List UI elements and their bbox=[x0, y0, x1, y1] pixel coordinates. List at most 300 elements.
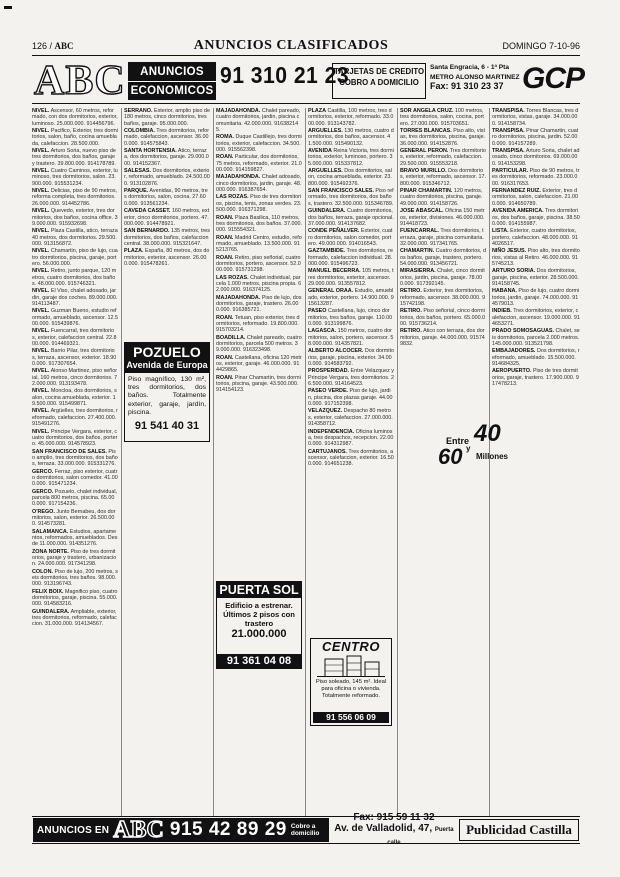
ad-text: Ascensor, 60 metros, reformado, con dos dormitorios, exterior, luminoso. 25.000.000. 914456796. bbox=[32, 108, 118, 127]
classified-ad bbox=[400, 248, 486, 267]
classified-ad bbox=[124, 128, 210, 147]
ad-text: Oficina 150 metros, exterior, divisiones. 46.000.000. 914418723. bbox=[400, 208, 485, 227]
ad-lead: GAZTAMBIDE. bbox=[308, 248, 346, 255]
ad-lead: NIVEL. bbox=[32, 208, 50, 215]
ad-lead: GERCO. bbox=[32, 488, 54, 495]
classifieds-banner bbox=[32, 58, 585, 104]
ad-lead: FUENCARRAL. bbox=[400, 228, 439, 235]
classified-ad bbox=[124, 228, 210, 247]
ad-text: Delicias, piso de 90 metros, reforma completa, tres dormitorios. 26.000.000. 914452786. bbox=[32, 188, 118, 207]
ad-text: Moncloa, dos dormitorios, salon, cocina amueblada, exterior. 19.500.000. 915499871. bbox=[32, 388, 117, 408]
ad-lead: SANTA HORTENSIA. bbox=[124, 148, 177, 155]
publicidad-castilla-logo: Publicidad Castilla bbox=[459, 819, 579, 841]
ad-text: Piso reformado, tres dormitorios, dos baños, trastero. 32.500.000. 915346789. bbox=[308, 188, 394, 207]
ad-lead: COLON. bbox=[32, 568, 53, 575]
ad-lead: ARGUELLES. bbox=[308, 168, 343, 175]
ad-lead: PASEO VERDE. bbox=[308, 388, 349, 395]
ad-text: Despacho 80 metros, exterior, calefaccion. 27.000.000. 914358712. bbox=[308, 408, 393, 428]
ad-text: Arturo Soria, chalet adosado, cinco dormitorios. 69.000.000. 914153298. bbox=[492, 148, 580, 167]
classified-ad bbox=[32, 148, 118, 167]
ad-text: Retiro, junto parque, 120 metros, cuatro dormitorios, dos baños. 48.000.000. 915746321. bbox=[32, 268, 117, 287]
ad-text: Tres dormitorios, reformado, calefaccion individual. 28.000.000. 915496723. bbox=[308, 248, 393, 267]
ad-lead: SAN FRANCISCO SALES. bbox=[308, 188, 374, 195]
ad-text: Exterior, cuatro dormitorios, salon comedor, portero. 49.000.000. 914016543. bbox=[308, 228, 393, 247]
ad-lead: NIVEL. bbox=[32, 348, 50, 355]
footer-abc-contact: ANUNCIOS EN ABC 915 42 89 29 Cobro a domicilio bbox=[33, 818, 329, 842]
classified-ad bbox=[32, 408, 118, 427]
ad-text: Exterior, amplio piso de 180 metros, cinco dormitorios, tres baños, garaje. 95.000.000. bbox=[124, 108, 210, 127]
classified-ad bbox=[492, 288, 580, 307]
classified-ad bbox=[492, 108, 580, 127]
pozuelo-phone[interactable]: 91 541 40 31 bbox=[134, 420, 200, 433]
classified-ad bbox=[492, 368, 580, 387]
centro-phone[interactable]: 91 556 06 09 bbox=[313, 712, 389, 723]
ad-lead: NIÑO JESUS. bbox=[492, 248, 527, 255]
ad-lead: CONDE PEÑALVER. bbox=[308, 228, 360, 235]
classified-ad bbox=[124, 248, 210, 267]
classified-ad bbox=[216, 335, 302, 354]
classified-ad bbox=[32, 108, 118, 127]
ad-lead: O'REGO. bbox=[32, 508, 55, 515]
ad-text: Dos dormitorios, garaje, piscina, exterior. 28.500.000. 914158745. bbox=[492, 268, 579, 287]
ad-text: Piso alto, vistas, tres dormitorios, piscina, garaje. 36.000.000. 914152876. bbox=[400, 128, 486, 147]
ad-lead: RETIRO. bbox=[400, 328, 422, 335]
classified-ad bbox=[32, 509, 118, 528]
ad-text: Oficina luminosa, tres despachos, recepcion. 22.000.000. 914312987. bbox=[308, 428, 394, 448]
ad-lead: LISTA. bbox=[492, 228, 509, 235]
classified-ad bbox=[492, 208, 580, 227]
ad-text: Chalet, seis dormitorios, parcela 2.000 metros. 145.000.000. 913521798. bbox=[492, 328, 580, 348]
page-number: 126 / ABC bbox=[32, 41, 74, 51]
ad-text: Principe Vergara, exterior, cuatro dormitorios, dos baños, portero. 45.000.000. 914578923. bbox=[32, 428, 118, 448]
banner-address: Santa Engracia, 6 - 1ª Pta METRO ALONSO MARTINEZ Fax: 91 310 23 37 bbox=[430, 64, 520, 91]
ad-lead: PARTICULAR. bbox=[492, 168, 529, 175]
ad-lead: COLOMBIA. bbox=[124, 128, 155, 135]
ad-lead: NIVEL. bbox=[32, 128, 50, 135]
ad-text: 120 metros, cuatro dormitorios, piscina, garaje. 49.000.000. 914158726. bbox=[400, 188, 483, 207]
ad-text: Piso de lujo, cuatro dormitorios, jardin, garaje. 74.000.000. 914579013. bbox=[492, 288, 580, 307]
classified-ad bbox=[400, 168, 486, 187]
classified-ad bbox=[32, 268, 118, 287]
ad-lead: PARQUE. bbox=[124, 188, 149, 195]
ad-text: El Viso, chalet adosado, jardin, garaje dos coches. 89.000.000. 914113487. bbox=[32, 288, 118, 307]
ad-text: Exterior, tres dormitorios, reformado, ascensor. 38.000.000. 915742198. bbox=[400, 288, 486, 307]
ad-lead: VELAZQUEZ. bbox=[308, 408, 343, 415]
puerta-sol-phone[interactable]: 91 361 04 08 bbox=[217, 654, 301, 668]
classified-ad bbox=[216, 194, 302, 213]
column-divider bbox=[305, 108, 306, 816]
ad-lead: TRANSPISA. bbox=[492, 128, 525, 135]
ad-lead: GUINDALERA. bbox=[32, 608, 70, 615]
classified-ad bbox=[32, 288, 118, 307]
ad-text: Tres dormitorios, reformado, calefaccion, ascensor. 36.000.000. 914575843. bbox=[124, 128, 210, 147]
ad-text: Pinar Chamartin, cuatro dormitorios, piscina, jardin. 52.000.000. 914157289. bbox=[492, 128, 579, 147]
classified-ad bbox=[32, 188, 118, 207]
classified-ad bbox=[308, 449, 394, 468]
abc-logo: ABC bbox=[34, 58, 126, 104]
ad-text: Pinar Chamartin, tres dormitorios, piscina, garaje. 43.500.000. 914154123. bbox=[216, 374, 301, 394]
classified-ad bbox=[216, 174, 302, 193]
ad-text: Estudio, amueblado, exterior, portero. 14.900.000. 915613287. bbox=[308, 288, 394, 307]
ad-lead: PLAZA. bbox=[124, 248, 144, 255]
classified-ad bbox=[32, 429, 118, 448]
ad-text: Dos dormitorios, reformado, amueblado. 15.500.000. 914684325. bbox=[492, 348, 580, 368]
ad-lead: NIVEL. bbox=[32, 408, 50, 415]
ad-lead: INDIEB. bbox=[492, 308, 512, 315]
classified-ad bbox=[216, 235, 302, 254]
classified-ad bbox=[400, 188, 486, 207]
classified-ad bbox=[400, 128, 486, 147]
classified-ad bbox=[308, 328, 394, 347]
classified-ad bbox=[32, 308, 118, 327]
ad-lead: ZONA NORTE. bbox=[32, 548, 69, 555]
ad-text: Chalet individual, parcela 1.000 metros, piscina propia. 62.000.000. 916374125. bbox=[216, 274, 302, 294]
banner-phone[interactable]: 91 310 21 23 bbox=[220, 62, 350, 88]
classified-ad bbox=[308, 388, 394, 407]
centro-ad: CENTRO Piso soleado, 145 m². Ideal para oficina o vivienda. Totalmente reformado. 91 556 06 09 bbox=[310, 638, 392, 726]
ad-lead: ROAN. bbox=[216, 374, 234, 381]
ad-text: Tres dormitorios, terraza, garaje, piscina comunitaria. 32.000.000. 917341765. bbox=[400, 228, 484, 247]
ad-lead: NIVEL. bbox=[32, 428, 50, 435]
classified-ad bbox=[216, 134, 302, 153]
ad-lead: CAVEDA CASSET. bbox=[124, 208, 171, 215]
classified-column-3 bbox=[216, 108, 302, 816]
ad-lead: NIVEL. bbox=[32, 248, 50, 255]
ad-text: Entre Velazquez y Principe Vergara, tres dormitorios. 26.500.000. 914164523. bbox=[308, 368, 394, 388]
ad-text: Estudios, apartamentos, reformados, amueblados. Desde 11.000.000. 914351276. bbox=[32, 528, 118, 548]
classified-ad bbox=[400, 268, 486, 287]
classified-ad bbox=[492, 328, 580, 347]
ad-text: Cuatro Caminos, exterior, luminoso, tres dormitorios, salon. 23.900.000. 915531234. bbox=[32, 168, 118, 187]
ad-lead: NIVEL. bbox=[32, 108, 50, 114]
ad-text: Torres Blancas, tres dormitorios, vistas, garaje. 34.000.000. 914158734. bbox=[492, 108, 579, 127]
credit-card-box: TARJETAS DE CREDITO COBRO A DOMICILIO bbox=[332, 63, 426, 99]
ad-lead: ROAN. bbox=[216, 214, 234, 221]
footer-abc-logo: ABC bbox=[113, 816, 164, 843]
classified-ad bbox=[216, 275, 302, 294]
ad-lead: HABANA. bbox=[492, 288, 517, 295]
ad-text: Dos dormitorios, garaje, piscina, exterior. 34.000.000. 914583792. bbox=[308, 348, 394, 368]
ad-lead: SERRANO. bbox=[124, 108, 153, 114]
classified-ad bbox=[308, 248, 394, 267]
ad-text: Dos dormitorios, salon, cocina amueblada, exterior. 23.800.000. 915492376. bbox=[308, 168, 392, 187]
ad-lead: ROMA. bbox=[216, 134, 234, 141]
ad-lead: ROAN. bbox=[216, 234, 234, 241]
ad-text: Chamartin, piso de lujo, cuatro dormitorios, piscina, garaje, portero. 56.000.000. bbox=[32, 248, 118, 267]
classified-ad bbox=[308, 308, 394, 327]
classified-ad bbox=[400, 308, 486, 327]
classified-ad bbox=[32, 128, 118, 147]
ad-text: Piso de lujo, jardin, piscina, dos plazas garaje. 44.000.000. 917152398. bbox=[308, 388, 393, 408]
classified-ad bbox=[308, 268, 394, 287]
ad-text: Alonso Martinez, piso señorial, 160 metros, cinco dormitorios. 72.000.000. 913193478. bbox=[32, 368, 118, 388]
ad-text: Dos dormitorios, exterior, reformado, ascensor. 17.800.000. 915346712. bbox=[400, 168, 486, 187]
ad-lead: NIVEL. bbox=[32, 148, 50, 155]
anuncios-economicos-box: ANUNCIOS ECONOMICOS bbox=[128, 62, 216, 100]
building-icon bbox=[317, 655, 387, 677]
column-divider bbox=[213, 108, 214, 816]
ad-lead: NIVEL. bbox=[32, 188, 50, 195]
classified-ad bbox=[124, 168, 210, 187]
pozuelo-ad: POZUELO Avenida de Europa Piso magnífico, 130 m², tres dormitorios, dos baños. Totalmente exterior, garaje, jardín, piscina. 91 541 40 31 bbox=[124, 342, 210, 442]
classified-ad bbox=[32, 549, 118, 568]
ad-text: Piso de tres dormitorios, piscina, tenis, zonas verdes. 23.500.000. 916371298. bbox=[216, 194, 302, 214]
column-divider bbox=[397, 108, 398, 816]
ad-text: Ferraz, piso exterior, cuatro dormitorios, salon comedor. 41.000.000. 915471234. bbox=[32, 468, 118, 488]
footer-banner bbox=[32, 811, 580, 846]
classified-ad bbox=[308, 208, 394, 227]
classified-ad bbox=[308, 168, 394, 187]
ad-text: Junto Bernabeu, dos dormitorios, salon, exterior. 26.500.000. 914573281. bbox=[32, 508, 116, 528]
classified-ad bbox=[308, 408, 394, 427]
classified-ad bbox=[32, 208, 118, 227]
ad-text: Argüelles, tres dormitorios, reformado, calefaccion. 27.400.000. 915491276. bbox=[32, 408, 118, 428]
ad-lead: TORRES BLANCAS. bbox=[400, 128, 452, 135]
classified-ad bbox=[492, 228, 580, 247]
ad-lead: SALESAS. bbox=[124, 168, 151, 175]
ad-lead: PRADO SOMOSAGUAS. bbox=[492, 328, 554, 335]
classified-ad bbox=[124, 208, 210, 227]
ad-lead: PROSPERIDAD. bbox=[308, 368, 350, 375]
ad-text: Arturo Soria, nuevo piso de tres dormitorios, dos baños, garaje y trastero. 39.800.000. 914178789. bbox=[32, 148, 116, 167]
ad-text: Avenidas, 90 metros, tres dormitorios, salon, cocina. 27.600.000. 913561234. bbox=[124, 188, 208, 207]
ad-text: Tres dormitorios, ascensor, calefaccion, exterior. 16.500.000. 914651238. bbox=[308, 448, 394, 468]
ad-lead: ROAN. bbox=[216, 154, 234, 161]
classified-ad bbox=[124, 188, 210, 207]
building-illustration bbox=[317, 655, 385, 677]
ad-lead: ALBERTO ALCOCER. bbox=[308, 348, 364, 355]
classified-ad bbox=[32, 228, 118, 247]
ad-lead: NIVEL. bbox=[32, 388, 50, 395]
section-title: ANUNCIOS CLASIFICADOS bbox=[193, 38, 389, 53]
ad-text: 160 metros, exterior, cinco dormitorios, portero. 47.000.000. 914478921. bbox=[124, 208, 210, 227]
classified-ad bbox=[216, 108, 302, 133]
ad-text: Particular, dos dormitorios, 75 metros, reformado, exterior. 21.000.000. 914159827. bbox=[216, 154, 302, 174]
ad-text: Quevedo, exterior, tres dormitorios, dos baños, cocina office. 39.000.000. 915932698. bbox=[32, 208, 118, 227]
ad-text: Guzman Bueno, estudio reformado, amueblado, ascensor. 12.500.000. 915439876. bbox=[32, 308, 118, 327]
ad-text: Piso de lujo, dos dormitorios, garaje, trastero. 26.000.000. 916385721. bbox=[216, 294, 302, 314]
classified-ad bbox=[492, 148, 580, 167]
ad-lead: NIVEL. bbox=[32, 168, 50, 175]
ad-lead: TRANSPISA. bbox=[492, 148, 525, 155]
classified-ad bbox=[32, 248, 118, 267]
classified-ad bbox=[32, 328, 118, 347]
ad-text: Piso amplio, tres dormitorios, dos baños, terraza. 33.000.000. 915331276. bbox=[32, 448, 118, 468]
classified-ad bbox=[216, 355, 302, 374]
ad-lead: FELIX BOIX. bbox=[32, 588, 64, 595]
ad-lead: PLAZA bbox=[308, 108, 326, 114]
classified-ad bbox=[32, 529, 118, 548]
ad-lead: INDEPENDENCIA. bbox=[308, 428, 355, 435]
classified-ad bbox=[32, 348, 118, 367]
ad-text: Castellana, oficina 120 metros, exterior, garaje. 46.000.000. 914429865. bbox=[216, 354, 302, 374]
classified-ad bbox=[32, 388, 118, 407]
ad-text: 105 metros, tres dormitorios, exterior, ascensor. 29.000.000. 913557812. bbox=[308, 268, 394, 287]
footer-address: Fax: 915 59 11 32 Av. de Valladolid, 47, Puerta calle bbox=[334, 811, 454, 846]
ad-text: Plaza Basilica, 110 metros, tres dormitorios, dos baños. 37.000.000. 915554321. bbox=[216, 214, 302, 234]
classified-ad bbox=[32, 569, 118, 588]
ad-lead: PASEO bbox=[308, 308, 327, 315]
ad-text: Piso de tres dormitorios, garaje, trastero. 17.900.000. 917478213. bbox=[492, 368, 579, 388]
ad-lead: JOSE ABASCAL. bbox=[400, 208, 444, 215]
classified-ad bbox=[492, 248, 580, 267]
ad-text: Reina Victoria, tres dormitorios, exterior, luminoso, portero. 35.000.000. 915337812. bbox=[308, 148, 394, 167]
ad-lead: AEROPUERTO. bbox=[492, 368, 532, 375]
ad-lead: LAS ROZAS. bbox=[216, 194, 249, 201]
classified-ad bbox=[492, 348, 580, 367]
ad-lead: NIVEL. bbox=[32, 228, 50, 235]
ad-lead: AVENIDA AMERICA. bbox=[492, 208, 544, 215]
classified-ad bbox=[32, 609, 118, 628]
ad-lead: CHAMARTIN. bbox=[400, 248, 435, 255]
ad-lead: BOADILLA. bbox=[216, 334, 246, 341]
classified-ad bbox=[124, 108, 210, 127]
ad-lead: FERNANDEZ RUIZ. bbox=[492, 188, 541, 195]
ad-lead: NIVEL. bbox=[32, 368, 50, 375]
classified-ad bbox=[492, 188, 580, 207]
ad-lead: AVENIDA bbox=[308, 148, 332, 155]
classified-ad bbox=[32, 489, 118, 508]
page-header bbox=[32, 38, 580, 56]
classified-ad bbox=[216, 315, 302, 334]
ad-text: Exterior, cuatro dormitorios, portero, calefaccion. 48.000.000. 914026517. bbox=[492, 228, 579, 247]
classified-ad bbox=[308, 288, 394, 307]
ad-text: 100 metros, tres dormitorios, salon, cocina, portero. 27.000.000. 915703651. bbox=[400, 108, 484, 127]
ad-text: Piso de lujo, 200 metros, seis dormitorios, tres baños. 98.000.000. 913196743. bbox=[32, 568, 118, 588]
classified-ad bbox=[32, 589, 118, 608]
ad-lead: SALAMANCA. bbox=[32, 528, 69, 535]
ad-text: Tetuan, piso exterior, tres dormitorios, reformado. 19.800.000. 915703214. bbox=[216, 314, 300, 334]
classified-ad bbox=[216, 255, 302, 274]
ad-lead: ROAN. bbox=[216, 354, 234, 361]
footer-phone[interactable]: 915 42 89 29 bbox=[169, 819, 287, 840]
ad-lead: LAS ROZAS. bbox=[216, 274, 249, 281]
ad-text: Atico con terraza, dos dormitorios, garaje. 44.000.000. 915749832. bbox=[400, 328, 485, 348]
ad-text: Fuencarral, tres dormitorios, exterior, calefaccion central. 22.800.000. 914469321. bbox=[32, 328, 117, 348]
ad-lead: ARTURO SORIA. bbox=[492, 268, 536, 275]
classified-column-1 bbox=[32, 108, 118, 816]
ad-lead: NIVEL. bbox=[32, 328, 50, 335]
ad-text: Piso de tres dormitorios, garaje y trastero, urbanizacion. 24.000.000. 917341298. bbox=[32, 548, 117, 568]
ad-text: Chalet adosado, cinco dormitorios, jardin, garaje. 48.000.000. 916387654. bbox=[216, 174, 302, 194]
classified-ad bbox=[308, 148, 394, 167]
ad-text: Pacifico, Exterior, tres dormitorios, salon, baño, cocina amueblada, calefaccion. 28.500.000. bbox=[32, 128, 118, 147]
classified-ad bbox=[400, 228, 486, 247]
classified-ad bbox=[400, 288, 486, 307]
classified-column-2 bbox=[124, 108, 210, 816]
ad-text: 150 metros, cuatro dormitorios, salon, portero, ascensor. 58.000.000. 914357821. bbox=[308, 328, 394, 348]
ad-lead: GERCO. bbox=[32, 468, 54, 475]
classified-ad bbox=[32, 368, 118, 387]
ad-text: Piso alto, tres dormitorios, vistas al Retiro. 46.000.000. 915745213. bbox=[492, 248, 580, 267]
classified-ad bbox=[400, 328, 486, 347]
classified-ad bbox=[216, 295, 302, 314]
gcp-logo: GCP bbox=[522, 62, 585, 95]
classified-ad bbox=[308, 348, 394, 367]
classified-ad bbox=[124, 148, 210, 167]
ad-lead: GUINDALERA. bbox=[308, 208, 346, 215]
classified-ad bbox=[308, 188, 394, 207]
ad-text: Chalet pareado, cuatro dormitorios, jardin, piscina comunitaria. 42.000.000. 916382145. bbox=[216, 108, 301, 134]
ad-text: Duque Castillejo, tres dormitorios, exterior, calefaccion. 34.500.000. 915562398. bbox=[216, 134, 302, 154]
classified-ad bbox=[308, 368, 394, 387]
ad-text: Cuatro dormitorios, dos baños, garaje, trastero, portero. 54.000.000. 913456721. bbox=[400, 248, 486, 267]
ad-lead: ARGUELLES. bbox=[308, 128, 343, 135]
ad-lead: BRAVO MURILLO. bbox=[400, 168, 447, 175]
ad-lead: MAJADAHONDA. bbox=[216, 108, 261, 114]
ad-text: Magnifico piso, cuatro dormitorios, garaje, piscina. 55.000.000. 914583216. bbox=[32, 588, 118, 608]
newspaper-page bbox=[32, 38, 585, 864]
ad-text: Madrid Centro, estudio, reformado, amueblado. 13.500.000. 915213765. bbox=[216, 234, 302, 254]
ad-text: Dos dormitorios, exterior, reformado, amueblado. 24.500.000. 913102876. bbox=[124, 168, 210, 187]
ad-text: Castilla, 100 metros, tres dormitorios, exterior, reformado. 33.000.000. 913143782. bbox=[308, 108, 394, 127]
classified-ad bbox=[492, 168, 580, 187]
ad-text: Cuatro dormitorios, dos baños, terraza, garaje opcional. 37.000.000. 914137682. bbox=[308, 208, 394, 227]
ad-lead: MANUEL BECERRA. bbox=[308, 268, 361, 275]
classified-ad bbox=[32, 168, 118, 187]
classified-ad bbox=[32, 469, 118, 488]
ad-text: Exterior, tres dormitorios, salon, calefaccion. 21.000.000. 914650789. bbox=[492, 188, 578, 207]
page-date: DOMINGO 7-10-96 bbox=[502, 41, 580, 51]
ad-text: Castellana, lujo, cinco dormitorios, tres baños, garaje. 110.000.000. 913199876. bbox=[308, 308, 393, 327]
ad-lead: MAJADAHONDA. bbox=[216, 174, 261, 181]
classified-ad bbox=[32, 449, 118, 468]
ad-text: 135 metros, tres dormitorios, dos baños, calefaccion central. 38.000.000. 915321647. bbox=[124, 228, 210, 247]
ad-lead: ROAN. bbox=[216, 314, 234, 321]
classified-ad bbox=[492, 308, 580, 327]
ad-text: Tres dormitorios, dos baños, garaje, piscina. 38.500.000. 914155987. bbox=[492, 208, 580, 227]
ad-lead: NIVEL. bbox=[32, 288, 50, 295]
ad-text: Tres dormitorios, exterior, reformado, calefaccion. 29.500.000. 915553218. bbox=[400, 148, 486, 167]
ad-lead: GENERAL PERON. bbox=[400, 148, 449, 155]
ad-lead: SAN FRANCISCO DE SALES. bbox=[32, 448, 107, 455]
column-divider bbox=[121, 108, 122, 816]
ad-lead: ROAN. bbox=[216, 254, 234, 261]
ad-lead: EMBAJADORES. bbox=[492, 348, 536, 355]
ad-text: Pozuelo, chalet individual, parcela 800 metros, piscina. 65.000.000. 917154236. bbox=[32, 488, 118, 508]
price-range-promo: Entre 40 y 60 Millones bbox=[438, 420, 509, 469]
classified-ad bbox=[400, 148, 486, 167]
ad-text: Tres dormitorios, exterior, calefaccion, ascensor. 19.000.000. 914653271. bbox=[492, 308, 580, 327]
ad-lead: NIVEL. bbox=[32, 308, 50, 315]
ad-text: España, 80 metros, dos dormitorios, exterior, ascensor. 26.000.000. 915478261. bbox=[124, 248, 210, 267]
ad-lead: MAJADAHONDA. bbox=[216, 294, 261, 301]
classified-ad bbox=[492, 128, 580, 147]
ad-lead: PINAR CHAMARTIN. bbox=[400, 188, 453, 195]
puerta-sol-ad: PUERTA SOL Edificio a estrenar. Últimos 2 pisos con trastero 21.000.000 91 361 04 08 bbox=[216, 581, 302, 669]
ad-lead: MIRASIERRA. bbox=[400, 268, 436, 275]
ad-text: Barrio Pilar, tres dormitorios, terraza, ascensor, exterior. 18.900.000. 917307654. bbox=[32, 348, 117, 368]
classified-ad bbox=[308, 128, 394, 147]
ad-lead: NIVEL. bbox=[32, 268, 50, 275]
ad-text: Ampliable, exterior, tres dormitorios, reformado, calefaccion. 31.000.000. 914134567. bbox=[32, 608, 117, 628]
ad-text: Chalet pareado, cuatro dormitorios, parcela 500 metros. 39.000.000. 916323498. bbox=[216, 334, 302, 354]
classified-ad bbox=[492, 268, 580, 287]
puerta-sol-price: 21.000.000 bbox=[231, 628, 287, 640]
classified-ad bbox=[216, 154, 302, 173]
ad-text: Chalet, cinco dormitorios, jardin, piscina, garaje. 78.000.000. 917392145. bbox=[400, 268, 485, 287]
classified-ad bbox=[216, 215, 302, 234]
classified-ad bbox=[216, 375, 302, 394]
ad-lead: CARTUJANOS. bbox=[308, 448, 347, 455]
ad-lead: GENERAL ORAA. bbox=[308, 288, 354, 295]
classified-ad bbox=[308, 228, 394, 247]
classified-ad bbox=[308, 429, 394, 448]
ad-lead: LAGASCA. bbox=[308, 328, 337, 335]
ad-text: Retiro, piso señorial, cuatro dormitorios, portero, ascensor. 52.000.000. 915731298. bbox=[216, 254, 301, 274]
ad-text: Atico, terraza, dos dormitorios, garaje. 29.000.000. 914152367. bbox=[124, 148, 209, 167]
ad-lead: SOR ANGELA CRUZ. bbox=[400, 108, 454, 114]
